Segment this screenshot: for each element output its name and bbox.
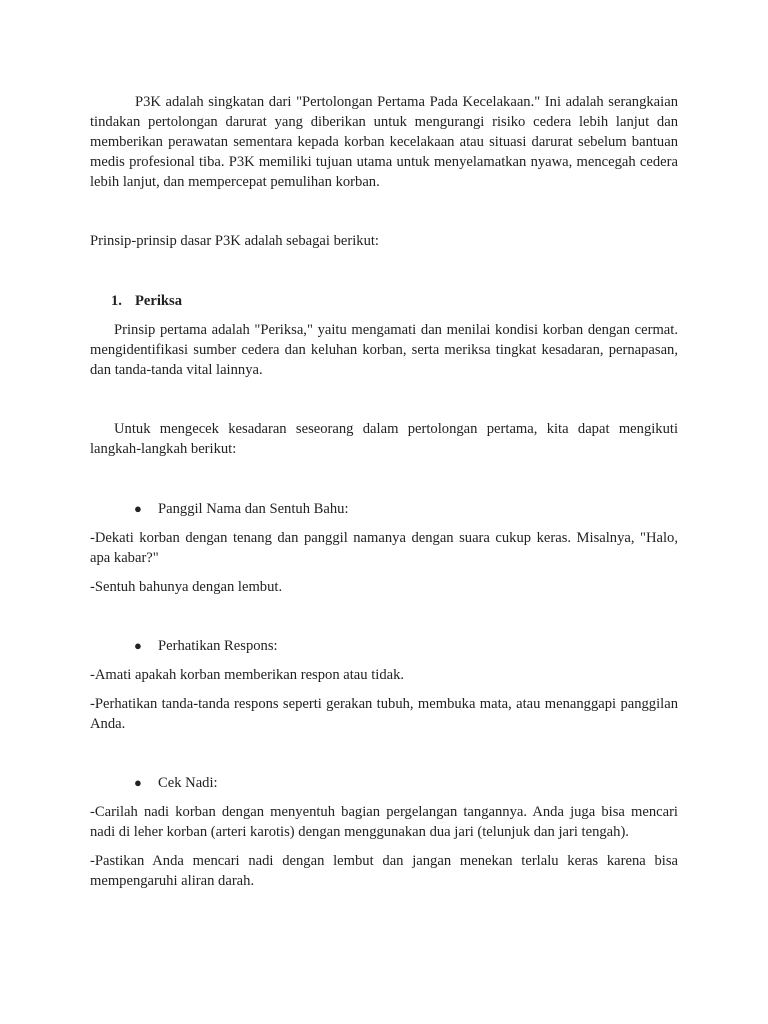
principles-intro: Prinsip-prinsip dasar P3K adalah sebagai berikut: bbox=[90, 233, 379, 249]
bullet-icon: ● bbox=[134, 775, 142, 790]
step-text: -Carilah nadi korban dengan menyentuh bagian pergelangan tangannya. Anda juga bisa mencari nadi di leher korban (arteri karotis) dengan menggunakan dua jari (telunjuk dan jari tengah). bbox=[90, 804, 678, 840]
bullet-icon: ● bbox=[134, 638, 142, 653]
step-text: -Amati apakah korban memberikan respon atau tidak. bbox=[90, 667, 405, 683]
periksa-paragraph: Prinsip pertama adalah "Periksa," yaitu mengamati dan menilai kondisi korban dengan cermat. mengidentifikasi sumber cedera dan keluhan korban, serta meriksa tingkat kesadaran, pernapasan, dan tanda-tanda vital lainnya. bbox=[90, 322, 678, 378]
step-text: -Perhatikan tanda-tanda respons seperti gerakan tubuh, membuka mata, atau menanggapi panggilan Anda. bbox=[90, 696, 678, 732]
bullet-item-perhatikan-respons bbox=[134, 636, 678, 656]
document-body bbox=[90, 92, 678, 900]
bullet-heading: Cek Nadi: bbox=[158, 775, 218, 791]
step-text: -Pastikan Anda mencari nadi dengan lembut dan jangan menekan terlalu keras karena bisa mempengaruhi aliran darah. bbox=[90, 853, 678, 889]
bullet-item-cek-nadi bbox=[134, 773, 678, 793]
bullet-icon: ● bbox=[134, 501, 142, 516]
section-heading-periksa bbox=[111, 291, 678, 311]
section-title: Periksa bbox=[135, 293, 183, 309]
bullet-item-panggil-nama bbox=[134, 499, 678, 519]
consciousness-check-intro: Untuk mengecek kesadaran seseorang dalam pertolongan pertama, kita dapat mengikuti langkah-langkah berikut: bbox=[90, 421, 678, 457]
section-number: 1. bbox=[111, 293, 122, 309]
intro-paragraph: P3K adalah singkatan dari "Pertolongan Pertama Pada Kecelakaan." Ini adalah serangkaian tindakan pertolongan darurat yang diberikan untuk mengurangi risiko cedera lebih lanjut dan memberikan perawatan sementara kepada korban kecelakaan atau situasi darurat sebelum bantuan medis profesional tiba. P3K memiliki tujuan utama untuk menyelamatkan nyawa, mencegah cedera lebih lanjut, dan mempercepat pemulihan korban. bbox=[90, 94, 678, 190]
step-text: -Sentuh bahunya dengan lembut. bbox=[90, 579, 283, 595]
bullet-heading: Panggil Nama dan Sentuh Bahu: bbox=[158, 501, 349, 517]
step-text: -Dekati korban dengan tenang dan panggil namanya dengan suara cukup keras. Misalnya, "Halo, apa kabar?" bbox=[90, 530, 678, 566]
bullet-heading: Perhatikan Respons: bbox=[158, 638, 278, 654]
